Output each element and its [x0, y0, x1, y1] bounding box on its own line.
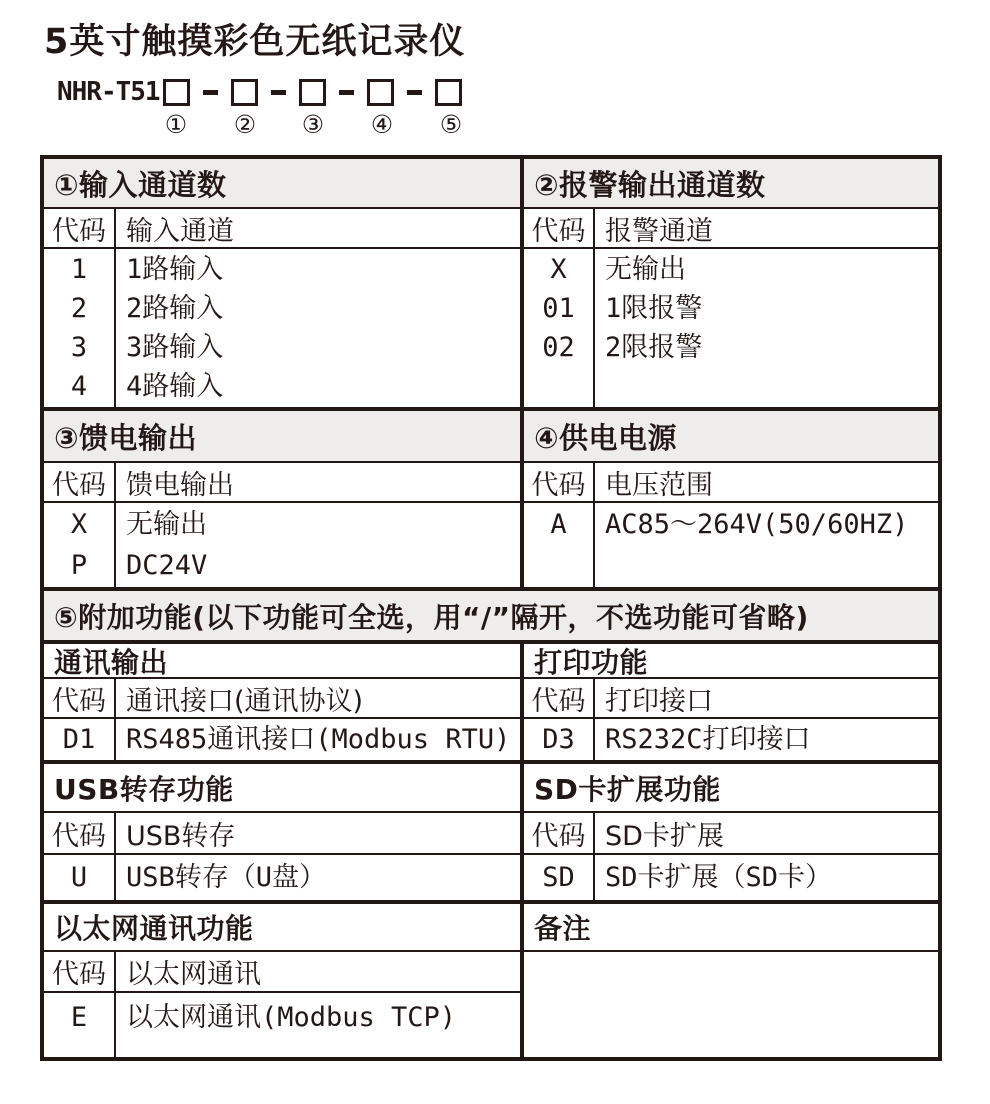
desc-value: 2路输入 — [126, 293, 224, 324]
section-feed-output — [44, 411, 520, 587]
column-header-row — [44, 463, 520, 503]
data-row — [524, 855, 938, 900]
section-title: ⑤附加功能(以下功能可全选，用“/”隔开，不选功能可省略) — [44, 591, 938, 640]
remarks-empty-cell — [524, 952, 938, 1057]
section-row-additional-functions — [44, 587, 938, 640]
code-column-header: 代码 — [44, 679, 116, 717]
column-header-row — [44, 679, 520, 719]
section-usb-transfer — [44, 764, 520, 900]
desc-value: 以太网通讯(Modbus TCP) — [126, 1002, 457, 1033]
code-value: E — [70, 1002, 88, 1033]
code-value: 2 — [70, 293, 88, 324]
section-print-function — [520, 644, 938, 760]
model-slot-2-box — [231, 79, 258, 106]
model-slot-5-box — [435, 79, 462, 106]
dash-separator — [271, 90, 286, 95]
model-slot-1-box — [163, 79, 190, 106]
section-ethernet-comm — [44, 904, 520, 1057]
desc-column-header: USB转存 — [126, 820, 236, 852]
column-header-row — [524, 679, 938, 719]
desc-cell — [595, 855, 938, 900]
code-value: X — [70, 509, 88, 540]
position-marker-2: ② — [233, 110, 257, 139]
ordering-spec-table — [40, 155, 942, 1061]
code-cell — [44, 503, 116, 587]
code-column-header: 代码 — [524, 679, 595, 717]
desc-value: RS485通讯接口(Modbus RTU) — [126, 724, 511, 755]
code-value: 4 — [70, 371, 88, 402]
desc-column-header: 通讯接口(通讯协议) — [126, 685, 364, 717]
code-column-header: 代码 — [524, 813, 595, 853]
section-title: 以太网通讯功能 — [44, 904, 520, 952]
code-cell — [524, 855, 595, 900]
section-row-comm-print — [44, 640, 938, 760]
desc-column-header: 打印接口 — [605, 685, 713, 717]
section-alarm-channels — [520, 159, 938, 407]
desc-value: 1路输入 — [126, 254, 224, 285]
desc-column-header: 输入通道 — [126, 215, 234, 247]
desc-value: USB转存（U盘） — [126, 862, 327, 893]
section-title: 备注 — [524, 904, 938, 952]
desc-cell — [595, 249, 938, 407]
position-marker-1: ① — [164, 110, 188, 139]
section-remarks — [520, 904, 938, 1057]
code-cell — [44, 855, 116, 900]
desc-cell — [116, 249, 520, 407]
code-value: X — [550, 254, 567, 285]
desc-value: 无输出 — [126, 509, 207, 540]
data-row — [44, 855, 520, 900]
dash-separator — [407, 90, 422, 95]
data-row — [44, 993, 520, 1057]
model-slot-3-box — [299, 79, 326, 106]
dash-separator — [339, 90, 354, 95]
code-cell — [44, 719, 116, 760]
code-value: 01 — [542, 293, 575, 324]
section-title: 打印功能 — [524, 644, 938, 679]
desc-column-header: 电压范围 — [605, 469, 713, 501]
model-slot-4-box — [367, 79, 394, 106]
section-title: ①输入通道数 — [44, 159, 520, 209]
position-marker-5: ⑤ — [439, 110, 463, 139]
code-column-header: 代码 — [44, 209, 116, 247]
desc-column-header: 馈电输出 — [126, 469, 234, 501]
section-title: SD卡扩展功能 — [524, 764, 938, 813]
dash-separator — [203, 90, 218, 95]
desc-cell — [116, 855, 520, 900]
code-column-header: 代码 — [44, 463, 116, 501]
code-value: D1 — [62, 724, 96, 755]
code-cell — [524, 503, 595, 587]
data-row — [44, 503, 520, 587]
desc-cell — [116, 503, 520, 587]
model-number-diagram — [57, 76, 462, 108]
desc-value: 4路输入 — [126, 371, 224, 402]
code-value: 02 — [542, 332, 575, 363]
code-value: P — [70, 550, 88, 581]
code-value: 1 — [70, 254, 88, 285]
data-row — [524, 503, 938, 587]
section-row-usb-sd — [44, 760, 938, 900]
column-header-row — [524, 209, 938, 249]
section-title: USB转存功能 — [44, 764, 520, 813]
desc-cell — [116, 719, 520, 760]
desc-value: SD卡扩展（SD卡） — [605, 862, 833, 893]
section-input-channels — [44, 159, 520, 407]
code-cell — [44, 993, 116, 1057]
code-cell — [524, 249, 595, 407]
column-header-row — [44, 813, 520, 855]
desc-column-header: 以太网通讯 — [126, 959, 261, 990]
section-row-ethernet-remarks — [44, 900, 938, 1057]
desc-value: RS232C打印接口 — [605, 724, 811, 755]
column-header-row — [524, 813, 938, 855]
desc-cell — [595, 719, 938, 760]
data-row — [524, 249, 938, 407]
data-row — [524, 719, 938, 760]
desc-cell — [595, 503, 938, 587]
code-column-header: 代码 — [44, 813, 116, 853]
desc-value: DC24V — [126, 550, 208, 581]
code-column-header: 代码 — [524, 209, 595, 247]
data-row — [44, 249, 520, 407]
position-marker-4: ④ — [370, 110, 394, 139]
model-prefix: NHR-T51 — [57, 77, 160, 107]
section-title: 通讯输出 — [44, 644, 520, 679]
section-title: ③馈电输出 — [44, 411, 520, 463]
column-header-row — [44, 952, 520, 993]
desc-value: 2限报警 — [605, 332, 703, 363]
section-title: ②报警输出通道数 — [524, 159, 938, 209]
code-value: 3 — [70, 332, 88, 363]
code-cell — [524, 719, 595, 760]
desc-column-header: 报警通道 — [605, 215, 713, 247]
code-value: U — [70, 862, 88, 893]
desc-value: AC85～264V(50/60HZ) — [605, 509, 909, 540]
section-sd-expansion — [520, 764, 938, 900]
section-row-feed-power — [44, 407, 938, 587]
code-value: D3 — [542, 724, 575, 755]
section-title: ④供电电源 — [524, 411, 938, 463]
section-power-supply — [520, 411, 938, 587]
code-value: A — [550, 509, 567, 540]
position-marker-3: ③ — [301, 110, 325, 139]
desc-value: 1限报警 — [605, 293, 703, 324]
section-row-input-alarm — [44, 159, 938, 407]
desc-value: 无输出 — [605, 254, 686, 285]
data-row — [44, 719, 520, 760]
desc-column-header: SD卡扩展 — [605, 820, 724, 852]
desc-cell — [116, 993, 520, 1057]
column-header-row — [524, 463, 938, 503]
column-header-row — [44, 209, 520, 249]
code-column-header: 代码 — [524, 463, 595, 501]
code-cell — [44, 249, 116, 407]
code-value: SD — [542, 862, 575, 893]
desc-value: 3路输入 — [126, 332, 224, 363]
section-comm-output — [44, 644, 520, 760]
code-column-header: 代码 — [44, 952, 116, 991]
page-title: 5英寸触摸彩色无纸记录仪 — [44, 22, 466, 62]
